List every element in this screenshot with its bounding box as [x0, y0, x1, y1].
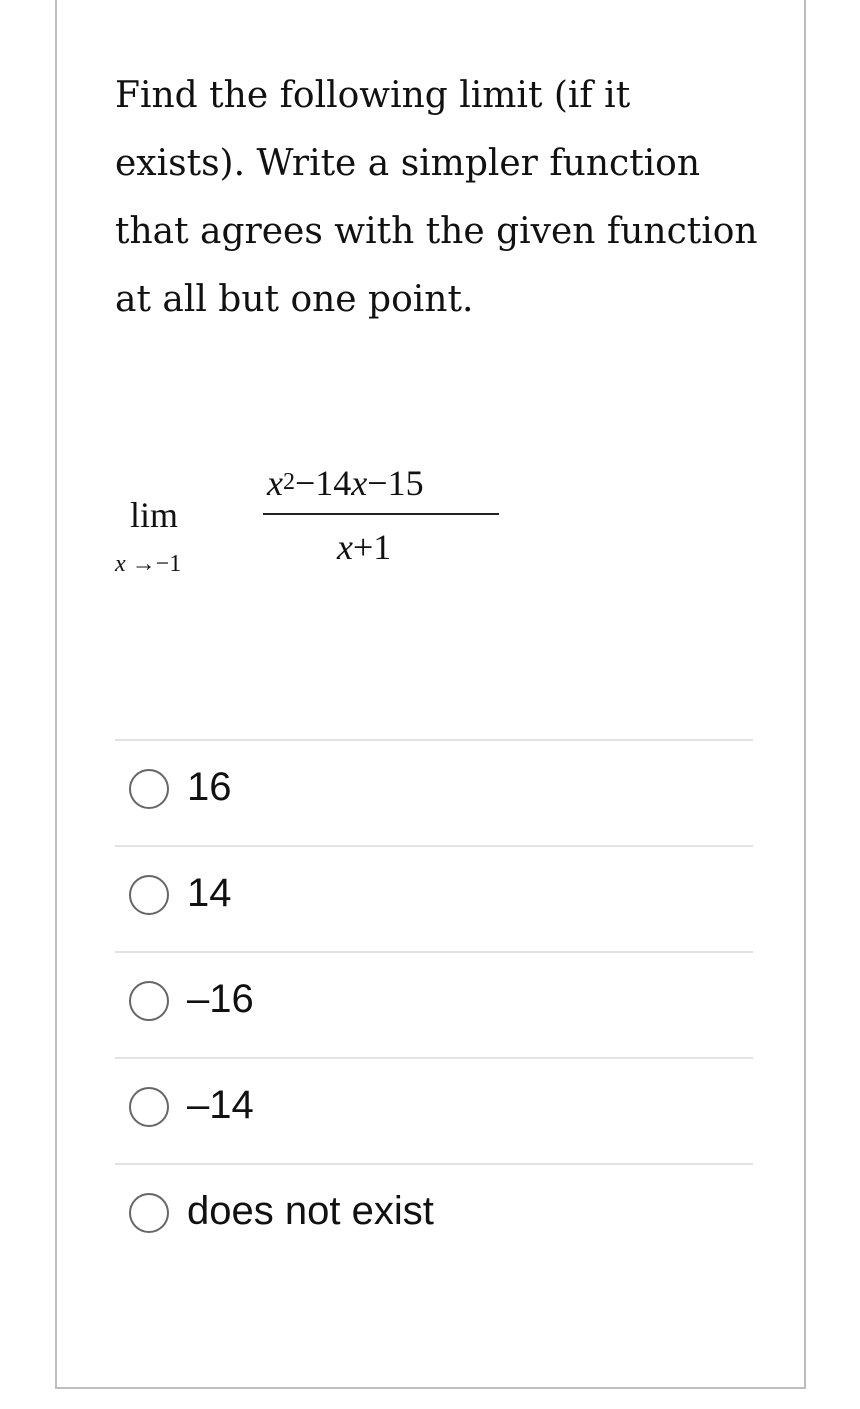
question-prompt: Find the following limit (if it exists). Write a simpler function that agrees with the given function at all but one point.	[115, 75, 758, 320]
answer-option-label: –16	[187, 977, 254, 1021]
num-const: 15	[387, 463, 424, 503]
radio-button-icon[interactable]	[129, 1193, 169, 1233]
num-coef: 14	[315, 463, 352, 503]
answer-option-label: –14	[187, 1083, 254, 1127]
den-var: x	[337, 527, 353, 567]
lim-sub-var: x	[115, 551, 126, 577]
num-var: x	[351, 463, 368, 503]
lim-subscript	[115, 551, 181, 577]
fraction-numerator	[267, 463, 424, 508]
fraction-denominator	[337, 527, 391, 567]
answer-option-label: 16	[187, 765, 232, 809]
answer-option[interactable]	[115, 845, 753, 951]
radio-button-icon[interactable]	[129, 769, 169, 809]
num-op1: −	[294, 463, 316, 503]
den-const: 1	[373, 527, 392, 567]
answer-option[interactable]	[115, 739, 753, 845]
lim-operator: lim	[130, 495, 179, 535]
radio-button-icon[interactable]	[129, 981, 169, 1021]
answer-option-label: does not exist	[187, 1189, 434, 1233]
num-exponent: 2	[282, 469, 295, 495]
num-base: x	[267, 463, 283, 503]
lim-sub-value: −1	[155, 551, 182, 577]
answer-option[interactable]	[115, 951, 753, 1057]
radio-button-icon[interactable]	[129, 875, 169, 915]
question-card	[55, 0, 806, 1389]
answer-option[interactable]	[115, 1057, 753, 1163]
answer-options	[115, 739, 753, 1269]
lim-sub-arrow: →	[131, 551, 156, 577]
limit-expression	[115, 453, 455, 583]
den-op: +	[352, 527, 374, 567]
answer-option[interactable]	[115, 1163, 753, 1269]
num-op2: −	[367, 463, 388, 503]
answer-option-label: 14	[187, 871, 232, 915]
radio-button-icon[interactable]	[129, 1087, 169, 1127]
fraction-bar	[263, 513, 499, 515]
